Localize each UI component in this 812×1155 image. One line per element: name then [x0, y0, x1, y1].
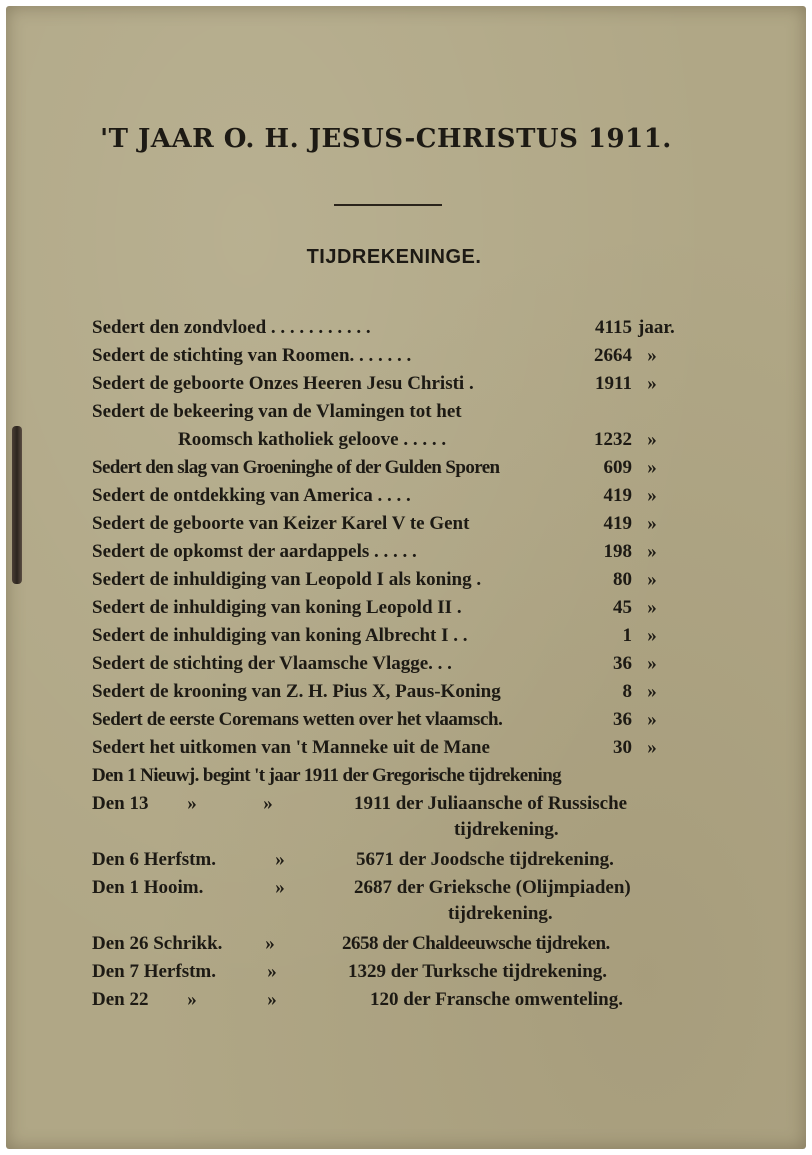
ditto-mark: »	[647, 597, 657, 618]
sedert-years: 45	[613, 597, 632, 618]
ditto-mark: »	[647, 569, 657, 590]
ditto-mark: »	[265, 933, 275, 954]
ditto-mark: »	[647, 429, 657, 450]
sedert-text: Sedert de eerste Coremans wetten over het vlaamsch.	[92, 709, 503, 730]
book-page	[6, 6, 806, 1149]
den-date: Den 1 Hooim.	[92, 877, 204, 898]
sedert-years: 419	[603, 485, 632, 506]
sedert-years: 198	[603, 541, 632, 562]
den-reckoning: 2658 der Chaldeeuwsche tijdreken.	[342, 933, 610, 954]
ditto-mark: »	[187, 989, 197, 1010]
ditto-mark: »	[647, 345, 657, 366]
sedert-years: 36	[613, 653, 632, 674]
ditto-mark: »	[647, 513, 657, 534]
ditto-mark: »	[647, 625, 657, 646]
sedert-text: Sedert de bekeering van de Vlamingen tot het	[92, 401, 462, 422]
den-reckoning: 1911 der Juliaansche of Russische	[354, 793, 628, 814]
den-reckoning: 120 der Fransche omwenteling.	[370, 989, 623, 1010]
sedert-years: 1911	[595, 373, 632, 394]
den-reckoning: 2687 der Grieksche (Olijmpiaden)	[354, 877, 631, 898]
sedert-text: Sedert de opkomst der aardappels . . . . .	[92, 541, 417, 562]
sedert-years: 30	[613, 737, 632, 758]
sedert-years: 419	[603, 513, 632, 534]
ditto-mark: »	[647, 457, 657, 478]
ditto-mark: »	[275, 877, 285, 898]
sedert-years: 2664	[594, 345, 632, 366]
sedert-text: Sedert het uitkomen van 't Manneke uit de Mane	[92, 737, 490, 758]
den-reckoning: tijdrekening.	[454, 819, 559, 840]
ditto-mark: »	[647, 653, 657, 674]
sedert-text: Sedert den zondvloed . . . . . . . . . . .	[92, 317, 371, 338]
ditto-mark: »	[187, 793, 197, 814]
sedert-text: Sedert de stichting der Vlaamsche Vlagge. . .	[92, 653, 452, 674]
den-date: Den 22	[92, 989, 149, 1010]
ditto-mark: »	[267, 989, 277, 1010]
ditto-mark: »	[275, 849, 285, 870]
den-date: Den 26 Schrikk.	[92, 933, 223, 954]
sedert-years: 8	[622, 681, 632, 702]
ditto-mark: »	[267, 961, 277, 982]
page-title: 'T JAAR O. H. JESUS-CHRISTUS 1911.	[100, 124, 672, 154]
sedert-text: Sedert de stichting van Roomen. . . . . . .	[92, 345, 412, 366]
sedert-text: Sedert de inhuldiging van koning Albrecht I . .	[92, 625, 468, 646]
ditto-mark: »	[647, 541, 657, 562]
sedert-years: 1	[622, 625, 632, 646]
ditto-mark: »	[647, 681, 657, 702]
sedert-text: Sedert de krooning van Z. H. Pius X, Paus-Koning	[92, 681, 501, 702]
den-date: Den 6 Herfstm.	[92, 849, 216, 870]
den-date: Den 7 Herfstm.	[92, 961, 216, 982]
den-reckoning: tijdrekening.	[448, 903, 553, 924]
sedert-unit: jaar.	[638, 317, 675, 338]
den-date: Den 13	[92, 793, 149, 814]
sedert-years: 80	[613, 569, 632, 590]
sedert-text: Sedert de geboorte Onzes Heeren Jesu Christi .	[92, 373, 474, 394]
ditto-mark: »	[647, 485, 657, 506]
binding-thread	[12, 426, 22, 584]
sedert-text: Roomsch katholiek geloove . . . . .	[178, 429, 447, 450]
sedert-years: 4115	[595, 317, 632, 338]
sedert-text: Sedert de inhuldiging van koning Leopold II .	[92, 597, 462, 618]
sedert-years: 1232	[594, 429, 632, 450]
sedert-text: Sedert den slag van Groeninghe of der Gulden Sporen	[92, 457, 500, 478]
ditto-mark: »	[647, 709, 657, 730]
ditto-mark: »	[263, 793, 273, 814]
ditto-mark: »	[647, 737, 657, 758]
sedert-text: Sedert de ontdekking van America . . . .	[92, 485, 411, 506]
sedert-text: Sedert de geboorte van Keizer Karel V te Gent	[92, 513, 470, 534]
sedert-text: Sedert de inhuldiging van Leopold I als koning .	[92, 569, 482, 590]
den-reckoning: 1329 der Turksche tijdrekening.	[348, 961, 608, 982]
ditto-mark: »	[647, 373, 657, 394]
sedert-years: 609	[603, 457, 632, 478]
sedert-years: 36	[613, 709, 632, 730]
title-divider	[334, 204, 442, 206]
section-title: TIJDREKENINGE.	[306, 246, 482, 268]
den-text: Den 1 Nieuwj. begint 't jaar 1911 der Gregorische tijdrekening	[92, 765, 562, 786]
den-reckoning: 5671 der Joodsche tijdrekening.	[356, 849, 614, 870]
